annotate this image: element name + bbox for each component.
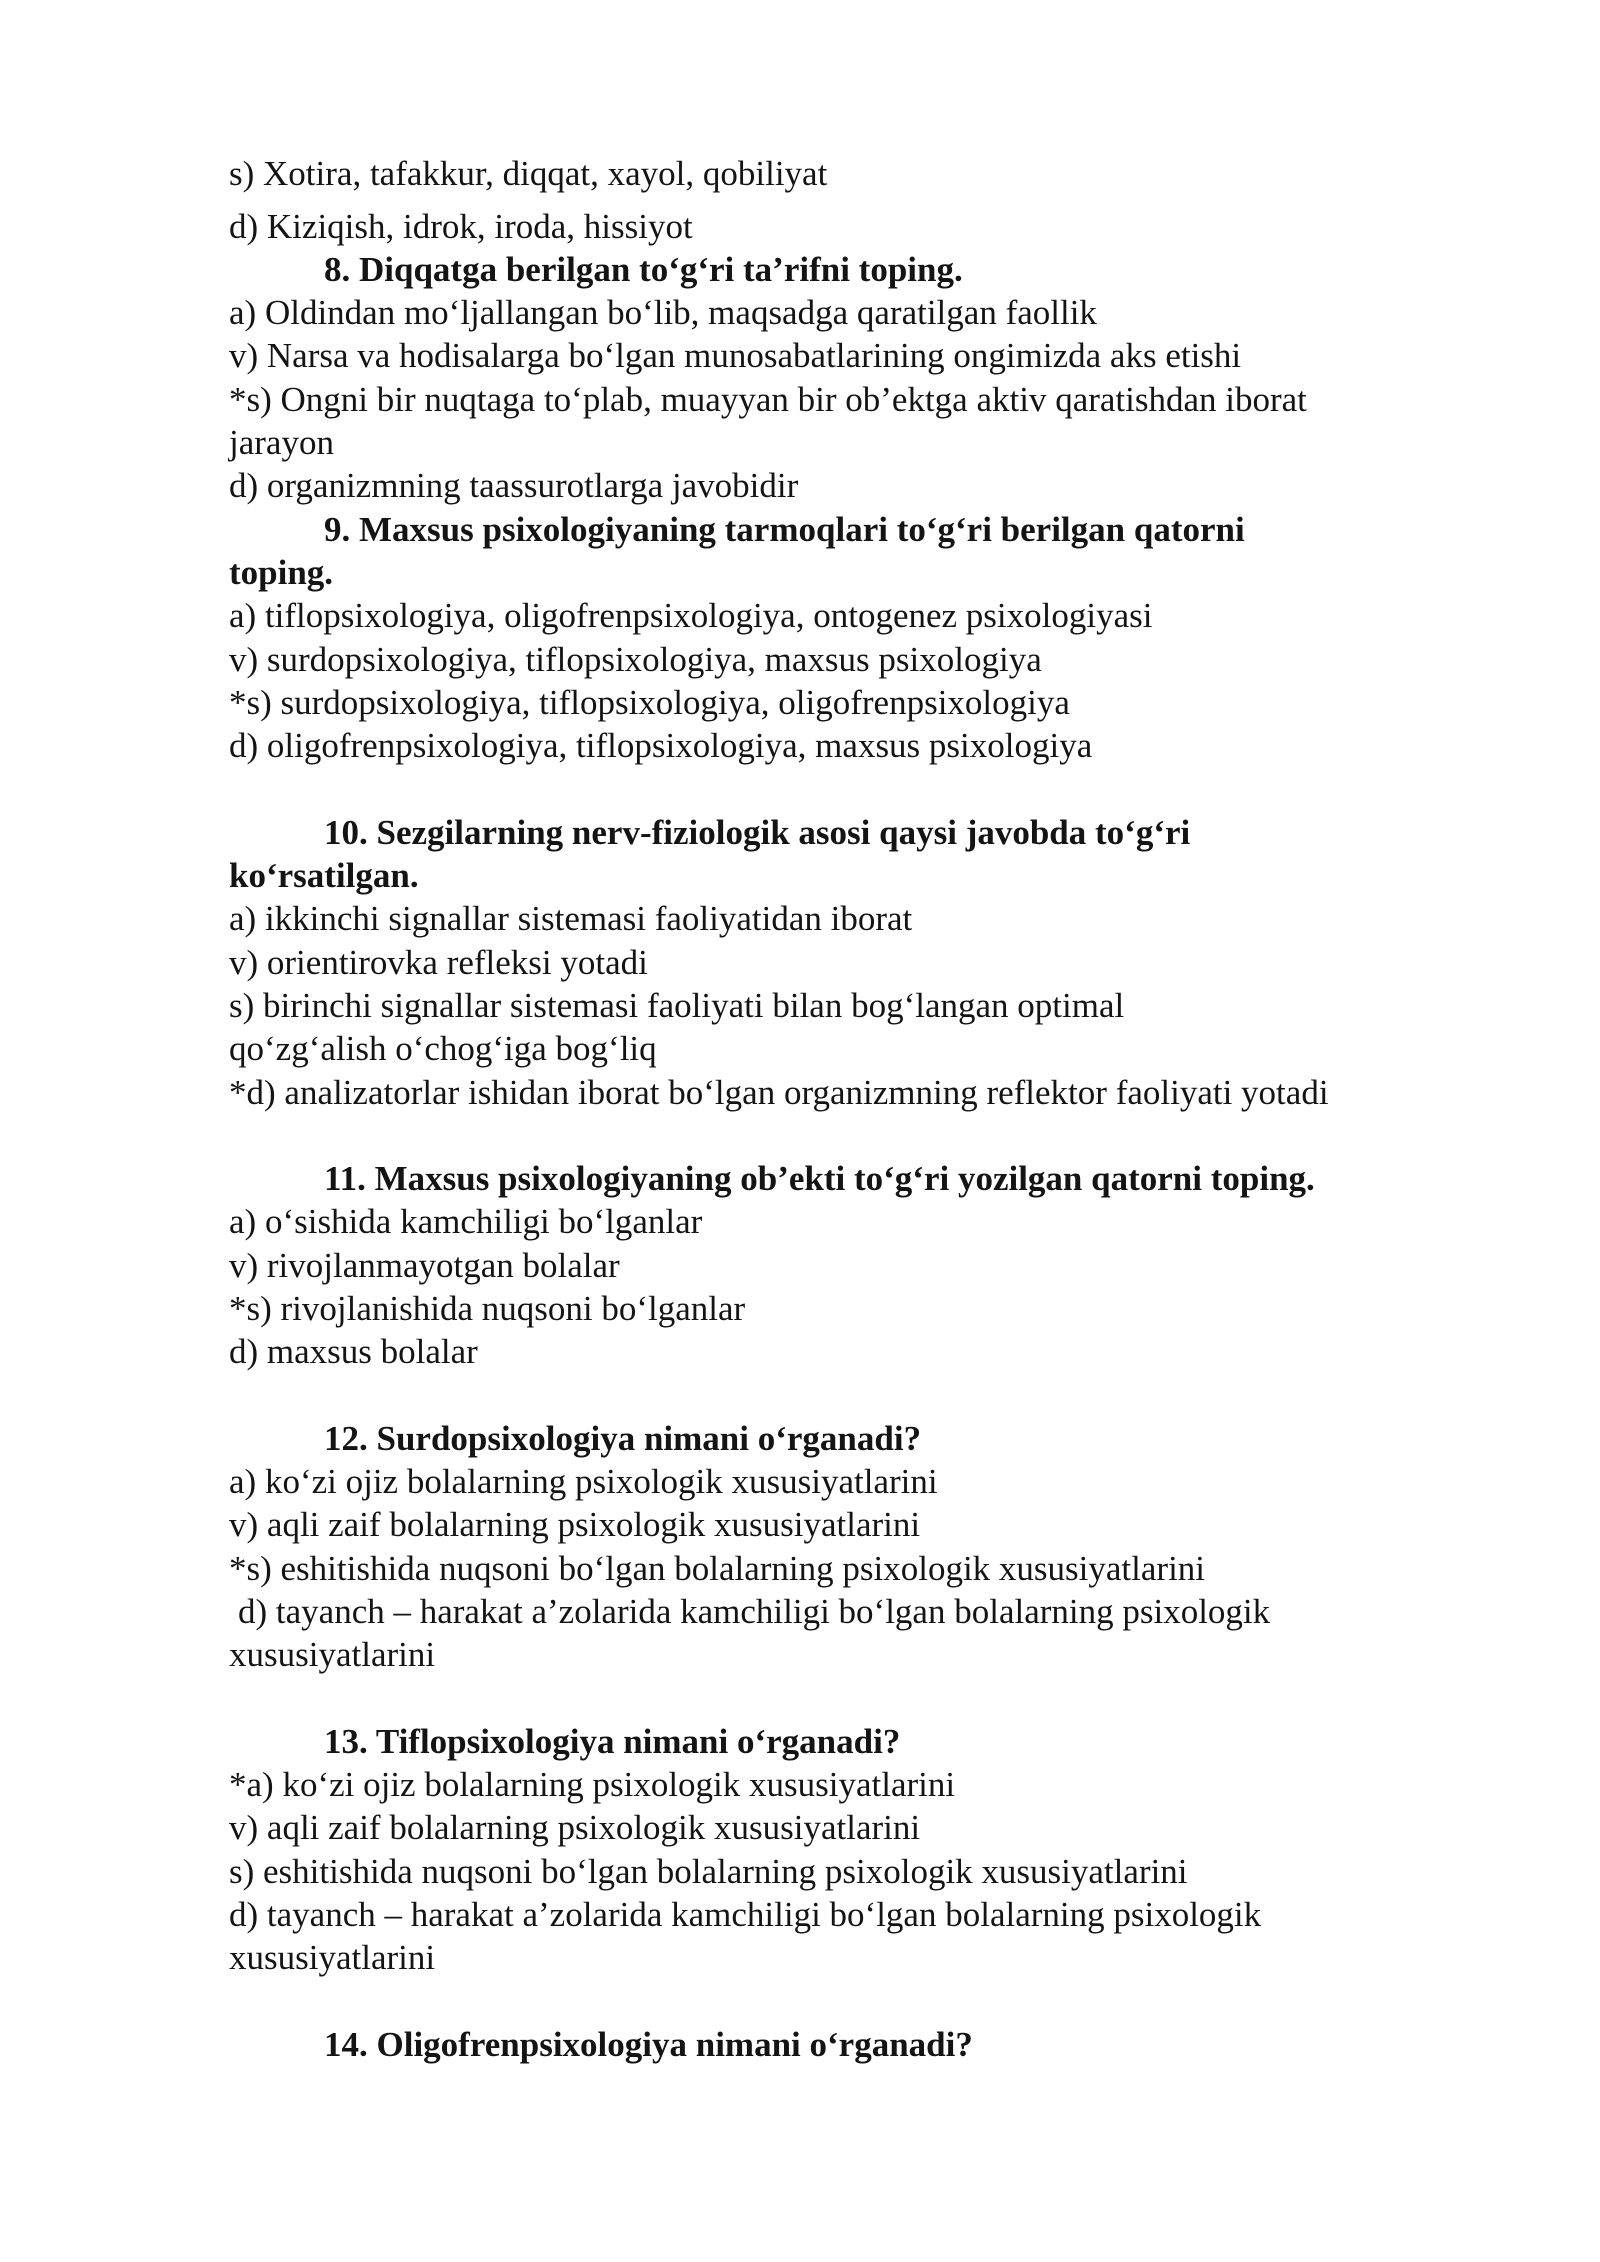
q7-option-d: d) Kiziqish, idrok, iroda, hissiyot [229, 207, 693, 246]
q12-option-v: v) aqli zaif bolalarning psixologik xususiyatlarini [229, 1505, 921, 1544]
q9-option-d: d) oligofrenpsixologiya, tiflopsixologiya, maxsus psixologiya [229, 726, 1093, 765]
q11-option-s: *s) rivojlanishida nuqsoni bo‘lganlar [229, 1289, 746, 1328]
q9-option-v: v) surdopsixologiya, tiflopsixologiya, maxsus psixologiya [229, 640, 1042, 679]
q10-option-d: *d) analizatorlar ishidan iborat bo‘lgan organizmning reflektor faoliyati yotadi [229, 1073, 1329, 1112]
q9-option-s: *s) surdopsixologiya, tiflopsixologiya, oligofrenpsixologiya [229, 683, 1070, 722]
q12-option-s: *s) eshitishida nuqsoni bo‘lgan bolalarning psixologik xususiyatlarini [229, 1549, 1206, 1588]
q11-option-d: d) maxsus bolalar [229, 1332, 478, 1371]
q12-option-d-continued: xususiyatlarini [229, 1635, 436, 1674]
q10-question-continued: ko‘rsatilgan. [229, 856, 419, 895]
q9-question-continued: toping. [229, 553, 334, 592]
q13-question: 13. Tiflopsixologiya nimani o‘rganadi? [324, 1722, 901, 1761]
q14-question: 14. Oligofrenpsixologiya nimani o‘rganadi? [324, 2025, 973, 2064]
q13-option-d-continued: xususiyatlarini [229, 1938, 436, 1977]
q13-option-v: v) aqli zaif bolalarning psixologik xususiyatlarini [229, 1808, 921, 1847]
q11-option-a: a) o‘sishida kamchiligi bo‘lganlar [229, 1202, 703, 1241]
q12-option-d: d) tayanch – harakat a’zolarida kamchiligi bo‘lgan bolalarning psixologik [238, 1592, 1271, 1631]
q12-option-a: a) ko‘zi ojiz bolalarning psixologik xususiyatlarini [229, 1462, 938, 1501]
q10-option-s: s) birinchi signallar sistemasi faoliyati bilan bog‘langan optimal [229, 986, 1125, 1025]
q13-option-d: d) tayanch – harakat a’zolarida kamchiligi bo‘lgan bolalarning psixologik [229, 1895, 1262, 1934]
q10-option-v: v) orientirovka refleksi yotadi [229, 943, 648, 982]
q10-option-a: a) ikkinchi signallar sistemasi faoliyatidan iborat [229, 899, 913, 938]
q9-question: 9. Maxsus psixologiyaning tarmoqlari to‘g‘ri berilgan qatorni [324, 510, 1245, 549]
q8-option-s: *s) Ongni bir nuqtaga to‘plab, muayyan bir ob’ektga aktiv qaratishdan iborat [229, 380, 1307, 419]
q8-option-s-continued: jarayon [229, 423, 334, 462]
q11-option-v: v) rivojlanmayotgan bolalar [229, 1246, 620, 1285]
q10-option-s-continued: qo‘zg‘alish o‘chog‘iga bog‘liq [229, 1029, 657, 1068]
q8-question: 8. Diqqatga berilgan to‘g‘ri ta’rifni toping. [324, 250, 963, 289]
q8-option-a: a) Oldindan mo‘ljallangan bo‘lib, maqsadga qaratilgan faollik [229, 293, 1097, 332]
q8-option-d: d) organizmning taassurotlarga javobidir [229, 466, 799, 505]
q8-option-v: v) Narsa va hodisalarga bo‘lgan munosabatlarining ongimizda aks etishi [229, 336, 1242, 375]
q12-question: 12. Surdopsixologiya nimani o‘rganadi? [324, 1419, 922, 1458]
q11-question: 11. Maxsus psixologiyaning ob’ekti to‘g‘ri yozilgan qatorni toping. [324, 1159, 1315, 1198]
q10-question: 10. Sezgilarning nerv-fiziologik asosi qaysi javobda to‘g‘ri [324, 813, 1191, 852]
q13-option-a: *a) ko‘zi ojiz bolalarning psixologik xususiyatlarini [229, 1765, 956, 1804]
q9-option-a: a) tiflopsixologiya, oligofrenpsixologiya, ontogenez psixologiyasi [229, 596, 1153, 635]
q13-option-s: s) eshitishida nuqsoni bo‘lgan bolalarning psixologik xususiyatlarini [229, 1852, 1188, 1891]
q7-option-s: s) Xotira, tafakkur, diqqat, xayol, qobiliyat [229, 154, 828, 193]
